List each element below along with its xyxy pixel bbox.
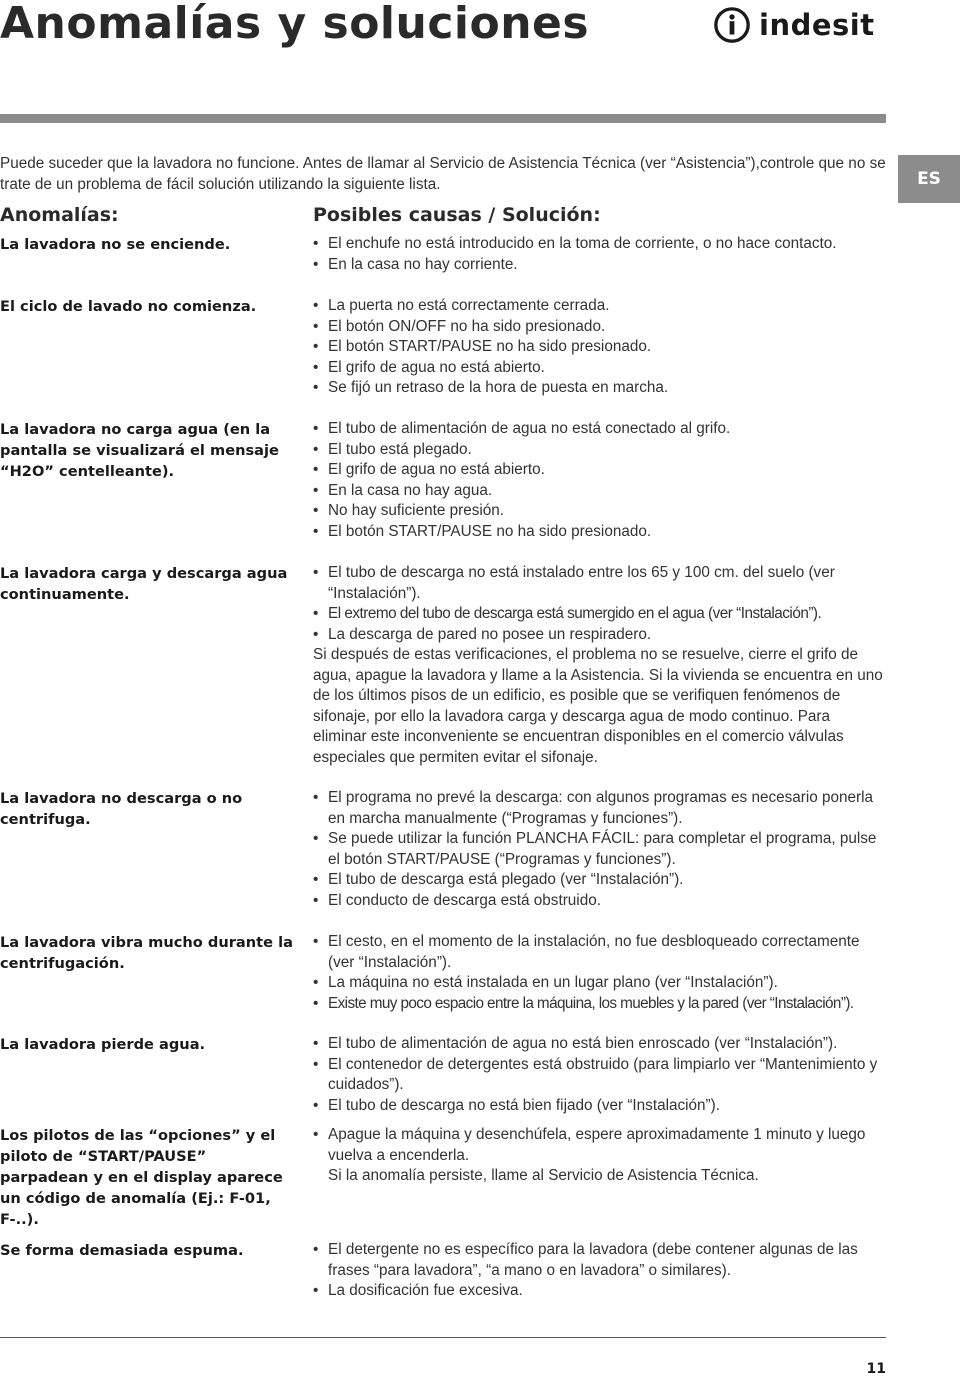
solution-item: • La puerta no está correctamente cerrada.	[313, 296, 886, 317]
solution-item: • El grifo de agua no está abierto.	[313, 460, 886, 481]
solution-item: • El contenedor de detergentes está obstruido (para limpiarlo ver “Mantenimiento y cuidados”).	[313, 1055, 886, 1096]
solution-item: • El conducto de descarga está obstruido.	[313, 891, 886, 912]
solution-list	[313, 1125, 886, 1187]
solution-note: Si la anomalía persiste, llame al Servicio de Asistencia Técnica.	[328, 1167, 759, 1184]
solution-list	[313, 563, 886, 768]
solution-list	[313, 1034, 886, 1116]
solution-item: • El tubo de descarga no está instalado entre los 65 y 100 cm. del suelo (ver “Instalación”).	[313, 563, 886, 604]
solution-item: • El botón START/PAUSE no ha sido presionado.	[313, 522, 886, 543]
solution-item: • La descarga de pared no posee un respiradero.	[313, 625, 886, 646]
anomaly-label: El ciclo de lavado no comienza.	[0, 298, 257, 315]
footer-divider	[0, 1337, 886, 1338]
solution-item: • El tubo de alimentación de agua no está conectado al grifo.	[313, 419, 886, 440]
solution-item: • El cesto, en el momento de la instalación, no fue desbloqueado correctamente (ver “Instalación”).	[313, 932, 886, 973]
solution-item: • El tubo de alimentación de agua no está bien enroscado (ver “Instalación”).	[313, 1034, 886, 1055]
solution-item: • La máquina no está instalada en un lugar plano (ver “Instalación”).	[313, 973, 886, 994]
solution-item: • Existe muy poco espacio entre la máquina, los muebles y la pared (ver “Instalación”).	[313, 994, 886, 1015]
intro-paragraph: Puede suceder que la lavadora no funcione. Antes de llamar al Servicio de Asistencia Técnica (ver “Asistencia”),controle que no se trate de un problema de fácil solución utilizando la siguiente lista.	[0, 155, 886, 193]
anomaly-label: Los pilotos de las “opciones” y el piloto de “START/PAUSE” parpadean y en el display aparece un código de anomalía (Ej.: F-01, F-..).	[0, 1127, 283, 1228]
solution-note: Si después de estas verificaciones, el problema no se resuelve, cierre el grifo de agua, apague la lavadora y llame a la Asistencia. Si la vivienda se encuentra en uno de los últimos pisos de un edificio, es posible que se verifiquen fenómenos de sifonaje, por ello la lavadora carga y descarga agua de modo continuo. Para eliminar este inconveniente se encuentran disponibles en el comercio válvulas especiales que permiten evitar el sifonaje.	[313, 646, 883, 766]
solution-item: • El enchufe no está introducido en la toma de corriente, o no hace contacto.	[313, 234, 886, 255]
solution-list	[313, 932, 886, 1014]
indesit-logo-icon	[713, 6, 751, 44]
header-divider	[0, 114, 886, 123]
anomaly-label: La lavadora carga y descarga agua continuamente.	[0, 565, 288, 603]
anomaly-label: La lavadora pierde agua.	[0, 1036, 206, 1053]
solution-list	[313, 296, 886, 399]
solution-item: • No hay suficiente presión.	[313, 501, 886, 522]
solution-item: • El tubo de descarga está plegado (ver “Instalación”).	[313, 870, 886, 891]
anomaly-label: La lavadora no se enciende.	[0, 236, 231, 253]
solution-item: • En la casa no hay agua.	[313, 481, 886, 502]
solutions-heading: Posibles causas / Solución:	[313, 204, 601, 226]
language-tab: ES	[898, 155, 960, 203]
solution-item: • El botón ON/OFF no ha sido presionado.	[313, 317, 886, 338]
anomalies-heading: Anomalías:	[0, 204, 119, 226]
solution-item: • El grifo de agua no está abierto.	[313, 358, 886, 379]
brand-name: indesit	[759, 8, 875, 42]
anomaly-label: La lavadora no carga agua (en la pantalla se visualizará el mensaje “H2O” centelleante).	[0, 421, 279, 480]
anomaly-label: Se forma demasiada espuma.	[0, 1242, 244, 1259]
solution-item: • El programa no prevé la descarga: con algunos programas es necesario ponerla en marcha manualmente (“Programas y funciones”).	[313, 788, 886, 829]
anomaly-label: La lavadora vibra mucho durante la centrifugación.	[0, 934, 293, 972]
solution-item: • Apague la máquina y desenchúfela, espere aproximadamente 1 minuto y luego vuelva a encenderla.	[313, 1125, 886, 1166]
page-number: 11	[866, 1361, 886, 1377]
solution-list	[313, 234, 886, 275]
anomaly-label: La lavadora no descarga o no centrifuga.	[0, 790, 243, 828]
page-title: Anomalías y soluciones	[0, 0, 590, 49]
solution-item: • Se puede utilizar la función PLANCHA FÁCIL: para completar el programa, pulse el botón START/PAUSE (“Programas y funciones”).	[313, 829, 886, 870]
solution-item: • El tubo de descarga no está bien fijado (ver “Instalación”).	[313, 1096, 886, 1117]
solution-item: • En la casa no hay corriente.	[313, 255, 886, 276]
solution-list	[313, 1240, 886, 1302]
solution-item: • El extremo del tubo de descarga está sumergido en el agua (ver “Instalación”).	[313, 604, 886, 625]
brand-logo	[713, 4, 875, 46]
solution-list	[313, 788, 886, 911]
solution-item: • El detergente no es específico para la lavadora (debe contener algunas de las frases “para lavadora”, “a mano o en lavadora” o similares).	[313, 1240, 886, 1281]
solution-list	[313, 419, 886, 542]
solution-item: • La dosificación fue excesiva.	[313, 1281, 886, 1302]
solution-item: • El botón START/PAUSE no ha sido presionado.	[313, 337, 886, 358]
solution-item: • El tubo está plegado.	[313, 440, 886, 461]
solution-item: • Se fijó un retraso de la hora de puesta en marcha.	[313, 378, 886, 399]
